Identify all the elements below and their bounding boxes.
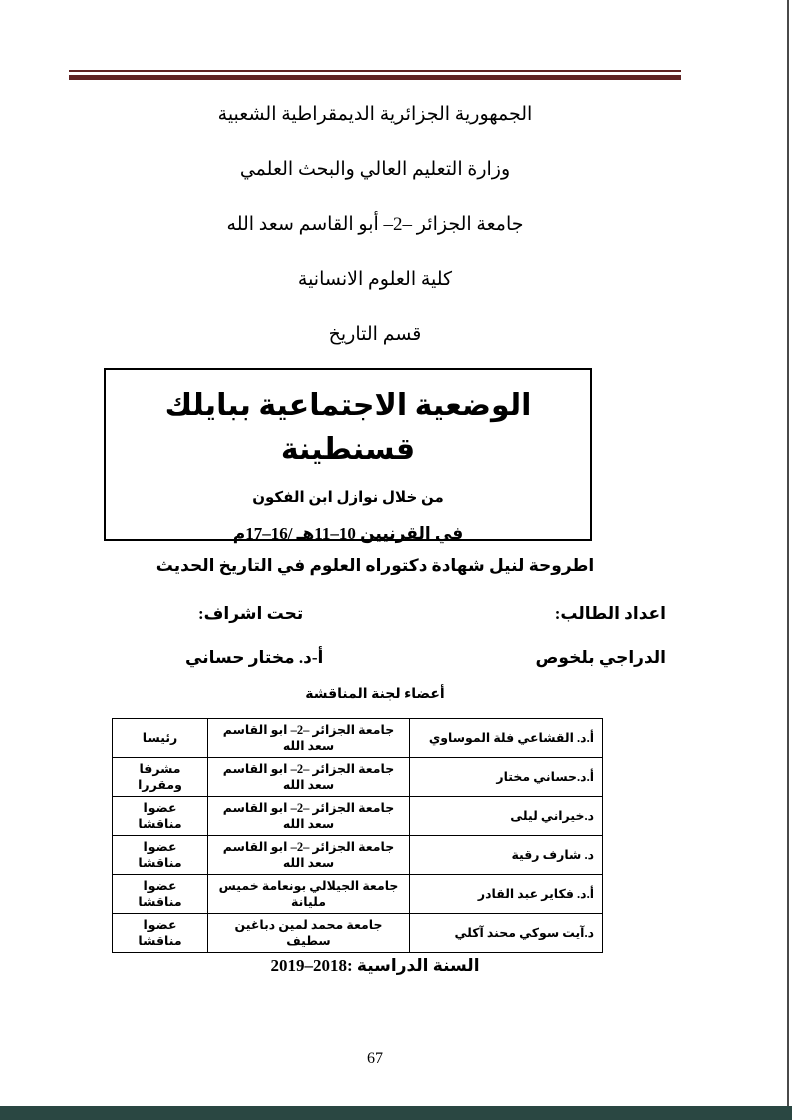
member-role: رئيسا bbox=[113, 719, 208, 758]
table-row bbox=[113, 836, 603, 875]
supervisor-name: أ-د. مختار حساني bbox=[185, 648, 324, 667]
student-name: الدراجي بلخوص bbox=[535, 648, 666, 667]
preparation-names-row bbox=[110, 648, 666, 668]
table-row bbox=[113, 797, 603, 836]
table-row bbox=[113, 758, 603, 797]
member-role: عضوا مناقشا bbox=[113, 875, 208, 914]
member-university: جامعة الجزائر –2– ابو القاسم سعد الله bbox=[208, 719, 410, 758]
header-university-line: جامعة الجزائر –2– أبو القاسم سعد الله bbox=[226, 214, 524, 235]
thesis-title-box bbox=[104, 368, 592, 541]
thesis-subtitle-period: في القرنيين 10–11هـ /16–17م bbox=[232, 524, 464, 543]
member-name: د.آيت سوكي محند آكلي bbox=[410, 914, 603, 953]
member-role: عضوا مناقشا bbox=[113, 914, 208, 953]
header-faculty-line: كلية العلوم الانسانية bbox=[297, 269, 453, 290]
member-name: د.خيراني ليلى bbox=[410, 797, 603, 836]
member-university: جامعة الجزائر –2– ابو القاسم سعد الله bbox=[208, 836, 410, 875]
member-name: أ.د. القشاعي فلة الموساوي bbox=[410, 719, 603, 758]
member-university: جامعة الجيلالي بونعامة خميس مليانة bbox=[208, 875, 410, 914]
student-label: اعداد الطالب: bbox=[554, 604, 666, 623]
member-name: أ.د.حساني مختار bbox=[410, 758, 603, 797]
committee-title: أعضاء لجنة المناقشة bbox=[305, 687, 445, 702]
academic-year: السنة الدراسية :2018–2019 bbox=[270, 956, 480, 975]
member-role: مشرفا ومقررا bbox=[113, 758, 208, 797]
maroon-double-rule bbox=[69, 70, 681, 80]
page-right-edge-line bbox=[787, 0, 789, 1120]
footer-teal-bar bbox=[0, 1106, 792, 1120]
supervision-label: تحت اشراف: bbox=[198, 604, 304, 623]
thesis-main-title: الوضعية الاجتماعية ببايلك قسنطينة bbox=[164, 389, 532, 466]
member-university: جامعة الجزائر –2– ابو القاسم سعد الله bbox=[208, 758, 410, 797]
thesis-subtitle-source: من خلال نوازل ابن الفكون bbox=[252, 490, 444, 506]
member-name: أ.د. فكاير عبد القادر bbox=[410, 875, 603, 914]
member-name: د. شارف رقية bbox=[410, 836, 603, 875]
table-row bbox=[113, 914, 603, 953]
member-role: عضوا مناقشا bbox=[113, 797, 208, 836]
header-republic-line: الجمهورية الجزائرية الديمقراطية الشعبية bbox=[217, 104, 533, 125]
header-department-line: قسم التاريخ bbox=[328, 324, 422, 345]
table-row bbox=[113, 719, 603, 758]
preparation-labels-row bbox=[110, 604, 666, 624]
degree-statement: اطروحة لنيل شهادة دكتوراه العلوم في التاريخ الحديث bbox=[155, 556, 595, 575]
member-university: جامعة محمد لمين دباغين سطيف bbox=[208, 914, 410, 953]
member-role: عضوا مناقشا bbox=[113, 836, 208, 875]
page-number: 67 bbox=[367, 1050, 383, 1067]
table-row bbox=[113, 875, 603, 914]
committee-table bbox=[112, 718, 603, 953]
member-university: جامعة الجزائر –2– ابو القاسم سعد الله bbox=[208, 797, 410, 836]
header-ministry-line: وزارة التعليم العالي والبحث العلمي bbox=[239, 159, 511, 180]
